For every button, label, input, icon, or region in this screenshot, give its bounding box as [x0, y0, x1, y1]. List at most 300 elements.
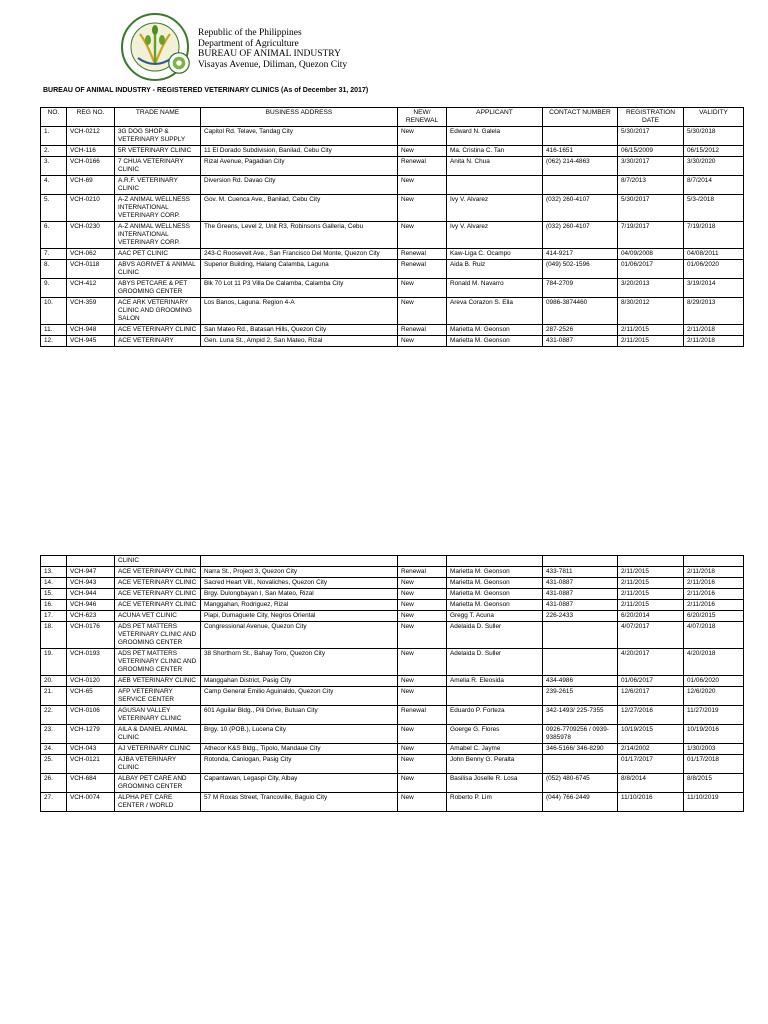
cell-applicant: Eduardo P. Forteza: [447, 706, 543, 725]
cell-business-address: 38 Shorthorn St., Bahay Toro, Quezon City: [201, 649, 398, 676]
table-row: [41, 706, 744, 725]
cell-applicant: Goerge G. Flores: [447, 725, 543, 744]
cell-validity: 04/08/2011: [684, 249, 744, 260]
cell-no: 27.: [41, 793, 67, 812]
cell-contact-number: 239-2615: [543, 687, 618, 706]
table-row: [41, 222, 744, 249]
cell-validity: 2/11/2016: [684, 589, 744, 600]
table-row: [41, 127, 744, 146]
cell-new-renewal: New: [398, 222, 447, 249]
cell-trade-name: AJ VETERINARY CLINIC: [115, 744, 201, 755]
table-row: [41, 556, 744, 567]
cell-business-address: Piapi, Dumaguete City, Negros Oriental: [201, 611, 398, 622]
cell-trade-name: ACUNA VET CLINIC: [115, 611, 201, 622]
cell-applicant: Marietta M. Geonson: [447, 589, 543, 600]
cell-validity: 8/29/2013: [684, 298, 744, 325]
table-row: [41, 725, 744, 744]
cell-business-address: Sacred Heart Vill., Novaliches, Quezon City: [201, 578, 398, 589]
cell-reg-no: VCH-062: [67, 249, 115, 260]
cell-trade-name: A-Z ANIMAL WELLNESS INTERNATIONAL VETERINARY CORP.: [115, 222, 201, 249]
cell-trade-name: ACE VETERINARY: [115, 336, 201, 347]
cell-business-address: [201, 556, 398, 567]
cell-registration-date: [618, 556, 684, 567]
cell-reg-no: VCH-0106: [67, 706, 115, 725]
cell-business-address: Los Banos, Laguna. Region 4-A: [201, 298, 398, 325]
cell-reg-no: VCH-0210: [67, 195, 115, 222]
cell-registration-date: 2/11/2015: [618, 600, 684, 611]
cell-registration-date: 4/20/2017: [618, 649, 684, 676]
cell-contact-number: 287-2526: [543, 325, 618, 336]
table-row: [41, 744, 744, 755]
table-row: [41, 774, 744, 793]
cell-registration-date: 04/09/2008: [618, 249, 684, 260]
cell-registration-date: 8/8/2014: [618, 774, 684, 793]
cell-registration-date: 06/15/2009: [618, 146, 684, 157]
cell-contact-number: (062) 214-4863: [543, 157, 618, 176]
table-row: [41, 157, 744, 176]
table-row: [41, 325, 744, 336]
cell-new-renewal: New: [398, 127, 447, 146]
cell-trade-name: ACE VETERINARY CLINIC: [115, 578, 201, 589]
cell-contact-number: [543, 127, 618, 146]
cell-new-renewal: New: [398, 755, 447, 774]
cell-business-address: Diversion Rd. Davao City: [201, 176, 398, 195]
table-row: [41, 176, 744, 195]
cell-contact-number: [543, 556, 618, 567]
cell-contact-number: 346-5166/ 346-8290: [543, 744, 618, 755]
cell-business-address: Congressional Avenue, Quezon City: [201, 622, 398, 649]
cell-business-address: Narra St., Project 3, Quezon City: [201, 567, 398, 578]
cell-no: 6.: [41, 222, 67, 249]
cell-trade-name: ADS PET MATTERS VETERINARY CLINIC AND GROOMING CENTER: [115, 622, 201, 649]
cell-contact-number: 431-0887: [543, 578, 618, 589]
cell-applicant: Amabel C. Jayme: [447, 744, 543, 755]
cell-new-renewal: New: [398, 793, 447, 812]
cell-contact-number: (049) 502-1596: [543, 260, 618, 279]
cell-business-address: Gen. Luna St., Ampid 2, San Mateo, Rizal: [201, 336, 398, 347]
cell-reg-no: VCH-946: [67, 600, 115, 611]
cell-applicant: John Benny G. Peralta: [447, 755, 543, 774]
bai-logo-icon: [168, 52, 190, 74]
cell-validity: 3/30/2020: [684, 157, 744, 176]
cell-business-address: Camp General Emilio Aguinaldo, Quezon City: [201, 687, 398, 706]
cell-no: 26.: [41, 774, 67, 793]
cell-applicant: Areva Corazon S. Ella: [447, 298, 543, 325]
cell-validity: 10/19/2016: [684, 725, 744, 744]
cell-no: 17.: [41, 611, 67, 622]
cell-applicant: Gregg T. Acuna: [447, 611, 543, 622]
cell-business-address: 601 Aguilar Bldg., Pili Drive, Butuan City: [201, 706, 398, 725]
cell-new-renewal: New: [398, 600, 447, 611]
table-row: [41, 567, 744, 578]
cell-new-renewal: New: [398, 336, 447, 347]
cell-new-renewal: Renewal: [398, 157, 447, 176]
table-row: [41, 600, 744, 611]
cell-contact-number: (044) 766-2449: [543, 793, 618, 812]
cell-trade-name: ACE VETERINARY CLINIC: [115, 600, 201, 611]
cell-reg-no: VCH-948: [67, 325, 115, 336]
department-line: Department of Agriculture: [198, 38, 299, 49]
cell-contact-number: (032) 260-4107: [543, 195, 618, 222]
cell-new-renewal: Renewal: [398, 706, 447, 725]
cell-contact-number: 416-1651: [543, 146, 618, 157]
cell-trade-name: AEB VETERINARY CLINIC: [115, 676, 201, 687]
cell-no: 15.: [41, 589, 67, 600]
cell-registration-date: 5/30/2017: [618, 127, 684, 146]
cell-applicant: Ma. Cristina C. Tan: [447, 146, 543, 157]
cell-business-address: Superior Building, Halang Calamba, Laguna: [201, 260, 398, 279]
cell-registration-date: 4/07/2017: [618, 622, 684, 649]
cell-business-address: San Mateo Rd., Batasan Hills, Quezon City: [201, 325, 398, 336]
cell-contact-number: 784-2709: [543, 279, 618, 298]
table-row: [41, 146, 744, 157]
cell-trade-name: A.R.F. VETERINARY CLINIC: [115, 176, 201, 195]
cell-business-address: 243-C Roosevelt Ave., San Francisco Del Monte, Quezon City: [201, 249, 398, 260]
cell-validity: 2/11/2018: [684, 325, 744, 336]
cell-no: 8.: [41, 260, 67, 279]
cell-applicant: [447, 556, 543, 567]
cell-registration-date: 5/30/2017: [618, 195, 684, 222]
cell-new-renewal: New: [398, 744, 447, 755]
cell-trade-name: ABVS AGRIVET & ANIMAL CLINIC: [115, 260, 201, 279]
cell-new-renewal: New: [398, 589, 447, 600]
address-line: Visayas Avenue, Diliman, Quezon City: [198, 59, 348, 70]
table-header-row: [41, 108, 744, 127]
cell-business-address: Capantawan, Legaspi City, Albay: [201, 774, 398, 793]
cell-new-renewal: [398, 556, 447, 567]
table-row: [41, 249, 744, 260]
cell-validity: 2/11/2018: [684, 336, 744, 347]
cell-new-renewal: New: [398, 176, 447, 195]
cell-new-renewal: New: [398, 687, 447, 706]
table-row: [41, 755, 744, 774]
cell-business-address: Rizal Avenue, Pagadian City: [201, 157, 398, 176]
cell-applicant: Marietta M. Geonson: [447, 336, 543, 347]
cell-contact-number: [543, 176, 618, 195]
cell-new-renewal: New: [398, 676, 447, 687]
cell-trade-name: ACE ARK VETERINARY CLINIC AND GROOMING SALON: [115, 298, 201, 325]
cell-business-address: Blk 70 Lot 11 P3 Villa De Calamba, Calamba City: [201, 279, 398, 298]
cell-validity: 5/3-/2018: [684, 195, 744, 222]
cell-reg-no: VCH-947: [67, 567, 115, 578]
cell-business-address: 57 M Roxas Street, Trancoville, Baguio City: [201, 793, 398, 812]
cell-business-address: 11 El Dorado Subdivision, Banilad, Cebu City: [201, 146, 398, 157]
cell-contact-number: [543, 755, 618, 774]
cell-contact-number: 414-9217: [543, 249, 618, 260]
cell-applicant: Ivy V. Alvarez: [447, 222, 543, 249]
column-header-trade-name: TRADE NAME: [115, 108, 201, 127]
cell-reg-no: VCH-0193: [67, 649, 115, 676]
cell-applicant: Marietta M. Geonson: [447, 600, 543, 611]
cell-contact-number: 226-2433: [543, 611, 618, 622]
cell-registration-date: 3/20/2013: [618, 279, 684, 298]
cell-no: 1.: [41, 127, 67, 146]
cell-registration-date: 8/7/2013: [618, 176, 684, 195]
column-header-new-renewal: NEW/ RENEWAL: [398, 108, 447, 127]
cell-validity: 12/6/2020: [684, 687, 744, 706]
cell-business-address: Rotonda, Caniogan, Pasig City: [201, 755, 398, 774]
cell-new-renewal: New: [398, 195, 447, 222]
cell-registration-date: 8/30/2012: [618, 298, 684, 325]
cell-no: 7.: [41, 249, 67, 260]
cell-business-address: Brgy. Dulongbayan I, San Mateo, Rizal: [201, 589, 398, 600]
cell-new-renewal: New: [398, 649, 447, 676]
table-row: [41, 260, 744, 279]
cell-applicant: Aida B. Ruiz: [447, 260, 543, 279]
cell-trade-name: ALBAY PET CARE AND GROOMING CENTER: [115, 774, 201, 793]
republic-line: Republic of the Philippines: [198, 28, 302, 38]
cell-trade-name: CLINIC: [115, 556, 201, 567]
cell-no: 25.: [41, 755, 67, 774]
cell-reg-no: VCH-623: [67, 611, 115, 622]
cell-trade-name: AFP VETERINARY SERVICE CENTER: [115, 687, 201, 706]
cell-applicant: [447, 687, 543, 706]
cell-contact-number: 433-7811: [543, 567, 618, 578]
cell-applicant: Edward N. Galela: [447, 127, 543, 146]
cell-no: 9.: [41, 279, 67, 298]
cell-applicant: Kaw-Liga C. Ocampo: [447, 249, 543, 260]
cell-reg-no: VCH-359: [67, 298, 115, 325]
column-header-reg-no: REG NO.: [67, 108, 115, 127]
cell-no: 24.: [41, 744, 67, 755]
table-row: [41, 298, 744, 325]
cell-applicant: Adelaida D. Suller: [447, 622, 543, 649]
cell-business-address: Capitol Rd. Telave, Tandag City: [201, 127, 398, 146]
cell-no: 5.: [41, 195, 67, 222]
cell-no: [41, 556, 67, 567]
cell-validity: 6/20/2015: [684, 611, 744, 622]
column-header-validity: VALIDITY: [684, 108, 744, 127]
cell-no: 11.: [41, 325, 67, 336]
cell-contact-number: (052) 480-6745: [543, 774, 618, 793]
cell-registration-date: 2/11/2015: [618, 567, 684, 578]
cell-business-address: Manggahan, Rodriguez, Rizal: [201, 600, 398, 611]
cell-validity: 11/27/2019: [684, 706, 744, 725]
cell-applicant: Adelaida D. Suller: [447, 649, 543, 676]
cell-new-renewal: New: [398, 611, 447, 622]
cell-validity: 2/11/2016: [684, 578, 744, 589]
cell-validity: 4/20/2018: [684, 649, 744, 676]
cell-new-renewal: New: [398, 279, 447, 298]
cell-no: 20.: [41, 676, 67, 687]
cell-trade-name: ACE VETERINARY CLINIC: [115, 589, 201, 600]
cell-new-renewal: New: [398, 622, 447, 649]
cell-applicant: [447, 176, 543, 195]
cell-applicant: Marietta M. Geonson: [447, 325, 543, 336]
cell-registration-date: 12/27/2016: [618, 706, 684, 725]
cell-registration-date: 6/20/2014: [618, 611, 684, 622]
table-row: [41, 793, 744, 812]
cell-applicant: Ronald M. Navarro: [447, 279, 543, 298]
cell-validity: 2/11/2016: [684, 600, 744, 611]
cell-registration-date: 2/11/2015: [618, 325, 684, 336]
cell-validity: 8/7/2014: [684, 176, 744, 195]
cell-no: 19.: [41, 649, 67, 676]
table-row: [41, 687, 744, 706]
cell-applicant: Basilisa Joselle R. Losa: [447, 774, 543, 793]
cell-validity: 1/30/2003: [684, 744, 744, 755]
cell-reg-no: VCH-0121: [67, 755, 115, 774]
cell-reg-no: VCH-0230: [67, 222, 115, 249]
cell-validity: 2/11/2018: [684, 567, 744, 578]
cell-no: 3.: [41, 157, 67, 176]
column-header-applicant: APPLICANT: [447, 108, 543, 127]
cell-no: 2.: [41, 146, 67, 157]
cell-contact-number: 431-0887: [543, 336, 618, 347]
cell-contact-number: 431-0887: [543, 600, 618, 611]
cell-new-renewal: Renewal: [398, 567, 447, 578]
cell-applicant: Ivy V. Alvarez: [447, 195, 543, 222]
cell-registration-date: 01/06/2017: [618, 260, 684, 279]
cell-trade-name: 5R VETERINARY CLINIC: [115, 146, 201, 157]
cell-registration-date: 01/17/2017: [618, 755, 684, 774]
cell-new-renewal: New: [398, 578, 447, 589]
table-row: [41, 622, 744, 649]
cell-trade-name: ADS PET MATTERS VETERINARY CLINIC AND GROOMING CENTER: [115, 649, 201, 676]
cell-business-address: Gov. M. Cuenca Ave., Banilad, Cebu City: [201, 195, 398, 222]
cell-no: 10.: [41, 298, 67, 325]
table-row: [41, 611, 744, 622]
column-header-business-address: BUSINESS ADDRESS: [201, 108, 398, 127]
cell-applicant: Anita N. Chua: [447, 157, 543, 176]
cell-no: 18.: [41, 622, 67, 649]
cell-reg-no: VCH-412: [67, 279, 115, 298]
cell-registration-date: 11/10/2016: [618, 793, 684, 812]
cell-no: 4.: [41, 176, 67, 195]
letterhead: [120, 12, 720, 78]
document-title: BUREAU OF ANIMAL INDUSTRY - REGISTERED VETERINARY CLINICS (As of December 31, 2017): [43, 87, 369, 94]
cell-applicant: Amelia R. Eleosida: [447, 676, 543, 687]
cell-reg-no: VCH-65: [67, 687, 115, 706]
cell-reg-no: VCH-944: [67, 589, 115, 600]
cell-no: 12.: [41, 336, 67, 347]
table-row: [41, 195, 744, 222]
cell-contact-number: [543, 622, 618, 649]
cell-new-renewal: Renewal: [398, 325, 447, 336]
registry-table-page-2: [40, 555, 744, 812]
cell-validity: 11/10/2019: [684, 793, 744, 812]
cell-validity: [684, 556, 744, 567]
cell-registration-date: 2/14/2002: [618, 744, 684, 755]
table-row: [41, 279, 744, 298]
table-row: [41, 649, 744, 676]
cell-registration-date: 2/11/2015: [618, 336, 684, 347]
cell-registration-date: 2/11/2015: [618, 578, 684, 589]
cell-trade-name: AGUSAN VALLEY VETERINARY CLINIC: [115, 706, 201, 725]
cell-trade-name: ACE VETERINARY CLINIC: [115, 325, 201, 336]
cell-business-address: The Greens, Level 2, Unit R3, Robinsons Galleria, Cebu: [201, 222, 398, 249]
table-row: [41, 589, 744, 600]
cell-trade-name: 3G DOG SHOP & VETERINARY SUPPLY: [115, 127, 201, 146]
cell-reg-no: VCH-0176: [67, 622, 115, 649]
cell-applicant: Marietta M. Geonson: [447, 567, 543, 578]
cell-registration-date: 7/19/2017: [618, 222, 684, 249]
column-header-registration-date: REGISTRATION DATE: [618, 108, 684, 127]
cell-validity: 4/07/2018: [684, 622, 744, 649]
cell-no: 16.: [41, 600, 67, 611]
cell-no: 21.: [41, 687, 67, 706]
table-row: [41, 676, 744, 687]
cell-registration-date: 3/30/2017: [618, 157, 684, 176]
cell-validity: 5/30/2018: [684, 127, 744, 146]
cell-no: 23.: [41, 725, 67, 744]
cell-reg-no: VCH-69: [67, 176, 115, 195]
cell-trade-name: A-Z ANIMAL WELLNESS INTERNATIONAL VETERINARY CORP.: [115, 195, 201, 222]
cell-reg-no: VCH-1279: [67, 725, 115, 744]
cell-contact-number: [543, 649, 618, 676]
table-row: [41, 578, 744, 589]
cell-new-renewal: New: [398, 146, 447, 157]
cell-new-renewal: Renewal: [398, 260, 447, 279]
cell-trade-name: AILA & DANIEL ANIMAL CLINIC: [115, 725, 201, 744]
cell-reg-no: VCH-0120: [67, 676, 115, 687]
cell-business-address: Athecor K&S Bldg., Tipolo, Mandaue City: [201, 744, 398, 755]
cell-no: 22.: [41, 706, 67, 725]
cell-trade-name: 7 CHUA VETERINARY CLINIC: [115, 157, 201, 176]
cell-reg-no: VCH-943: [67, 578, 115, 589]
cell-reg-no: VCH-945: [67, 336, 115, 347]
cell-validity: 8/8/2015: [684, 774, 744, 793]
cell-reg-no: [67, 556, 115, 567]
cell-contact-number: 0926-7709256 / 0939-9385978: [543, 725, 618, 744]
cell-reg-no: VCH-0166: [67, 157, 115, 176]
cell-validity: 01/06/2020: [684, 260, 744, 279]
cell-reg-no: VCH-684: [67, 774, 115, 793]
cell-registration-date: 10/19/2015: [618, 725, 684, 744]
cell-contact-number: 342-1493/ 225-7355: [543, 706, 618, 725]
cell-trade-name: AJBA VETERINARY CLINIC: [115, 755, 201, 774]
column-header-contact-number: CONTACT NUMBER: [543, 108, 618, 127]
cell-business-address: Brgy. 10 (POB.), Lucena City: [201, 725, 398, 744]
registry-table-page-1: [40, 107, 744, 347]
cell-business-address: Manggahan District, Pasig City: [201, 676, 398, 687]
cell-no: 14.: [41, 578, 67, 589]
cell-registration-date: 12/6/2017: [618, 687, 684, 706]
cell-contact-number: 431-0887: [543, 589, 618, 600]
table-row: [41, 336, 744, 347]
cell-new-renewal: New: [398, 298, 447, 325]
cell-new-renewal: New: [398, 725, 447, 744]
cell-reg-no: VCH-0074: [67, 793, 115, 812]
cell-validity: 01/17/2018: [684, 755, 744, 774]
cell-registration-date: 01/06/2017: [618, 676, 684, 687]
cell-contact-number: (032) 260-4107: [543, 222, 618, 249]
cell-reg-no: VCH-0118: [67, 260, 115, 279]
cell-reg-no: VCH-0212: [67, 127, 115, 146]
cell-validity: 01/06/2020: [684, 676, 744, 687]
cell-applicant: Marietta M. Geonson: [447, 578, 543, 589]
cell-registration-date: 2/11/2015: [618, 589, 684, 600]
cell-contact-number: 434-4986: [543, 676, 618, 687]
bureau-line: BUREAU OF ANIMAL INDUSTRY: [198, 49, 341, 59]
column-header-no: NO.: [41, 108, 67, 127]
letterhead-text: [198, 28, 347, 70]
cell-new-renewal: Renewal: [398, 249, 447, 260]
cell-applicant: Roberto P. Lim: [447, 793, 543, 812]
cell-reg-no: VCH-043: [67, 744, 115, 755]
cell-validity: 06/15/2012: [684, 146, 744, 157]
cell-trade-name: ACE VETERINARY CLINIC: [115, 567, 201, 578]
cell-trade-name: AAC PET CLINIC: [115, 249, 201, 260]
cell-validity: 7/19/2018: [684, 222, 744, 249]
cell-no: 13.: [41, 567, 67, 578]
cell-validity: 3/19/2014: [684, 279, 744, 298]
cell-reg-no: VCH-116: [67, 146, 115, 157]
cell-trade-name: ABYS PETCARE & PET GROOMING CENTER: [115, 279, 201, 298]
cell-new-renewal: New: [398, 774, 447, 793]
cell-contact-number: 0986-3874460: [543, 298, 618, 325]
cell-trade-name: ALPHA PET CARE CENTER / WORLD: [115, 793, 201, 812]
